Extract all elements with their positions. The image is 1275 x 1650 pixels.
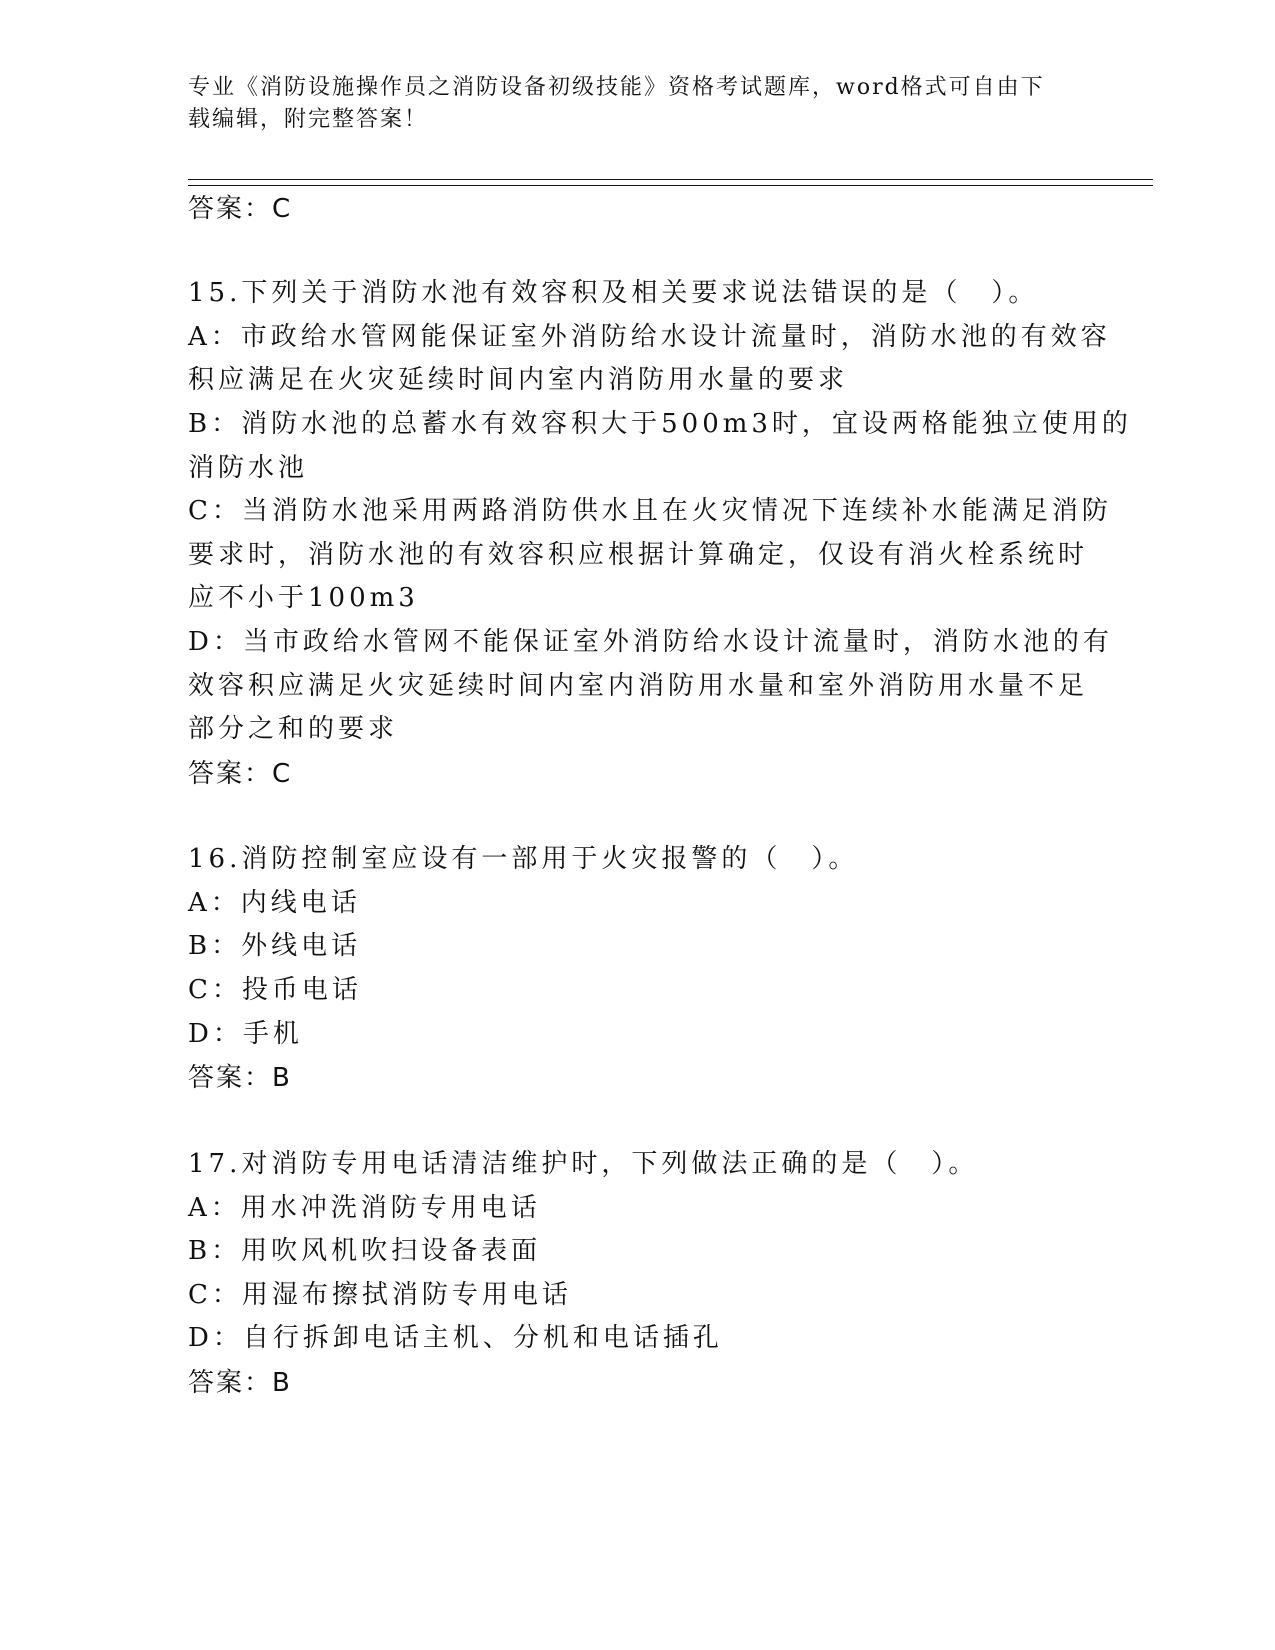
question-17-option-b: B：用吹风机吹扫设备表面 <box>188 1236 542 1266</box>
question-15-option-d-cont-2: 部分之和的要求 <box>188 714 399 744</box>
question-15-stem: 15.下列关于消防水池有效容积及相关要求说法错误的是（ ）。 <box>188 278 1039 308</box>
header-divider-bottom <box>188 185 1153 186</box>
question-16-option-c: C：投币电话 <box>188 975 362 1005</box>
question-15-option-d-cont: 效容积应满足火灾延续时间内室内消防用水量和室外消防用水量不足 <box>188 671 1089 701</box>
header-line-1: 专业《消防设施操作员之消防设备初级技能》资格考试题库，word格式可自由下 <box>188 75 1045 100</box>
question-16-option-a: A：内线电话 <box>188 888 361 918</box>
question-15-option-a-cont: 积应满足在火灾延续时间内室内消防用水量的要求 <box>188 365 849 395</box>
question-15-answer: 答案：C <box>188 759 293 789</box>
question-15-option-b: B：消防水池的总蓄水有效容积大于500m3时，宜设两格能独立使用的 <box>188 409 1132 439</box>
question-17-answer: 答案：B <box>188 1368 292 1398</box>
question-15-option-d: D：当市政给水管网不能保证室外消防给水设计流量时，消防水池的有 <box>188 627 1113 657</box>
header-line-2: 载编辑，附完整答案！ <box>188 107 429 132</box>
question-15-option-c-cont: 要求时，消防水池的有效容积应根据计算确定，仅设有消火栓系统时 <box>188 540 1089 570</box>
header-divider-top <box>188 179 1153 180</box>
question-16-answer: 答案：B <box>188 1063 292 1093</box>
question-17-option-a: A：用水冲洗消防专用电话 <box>188 1193 541 1223</box>
question-15-option-c-cont-2: 应不小于100m3 <box>188 583 419 613</box>
question-17-option-d: D：自行拆卸电话主机、分机和电话插孔 <box>188 1323 723 1353</box>
question-17-stem: 17.对消防专用电话清洁维护时，下列做法正确的是（ ）。 <box>188 1149 979 1179</box>
document-header <box>188 72 1088 136</box>
question-17-option-c: C：用湿布擦拭消防专用电话 <box>188 1280 572 1310</box>
question-16-option-d: D：手机 <box>188 1019 303 1049</box>
question-16-option-b: B：外线电话 <box>188 931 362 961</box>
question-15-option-b-cont: 消防水池 <box>188 453 309 483</box>
question-15-option-a: A：市政给水管网能保证室外消防给水设计流量时，消防水池的有效容 <box>188 322 1111 352</box>
question-15-option-c: C：当消防水池采用两路消防供水且在火灾情况下连续补水能满足消防 <box>188 496 1112 526</box>
question-16-stem: 16.消防控制室应设有一部用于火灾报警的（ ）。 <box>188 844 859 874</box>
previous-answer: 答案：C <box>188 194 293 224</box>
